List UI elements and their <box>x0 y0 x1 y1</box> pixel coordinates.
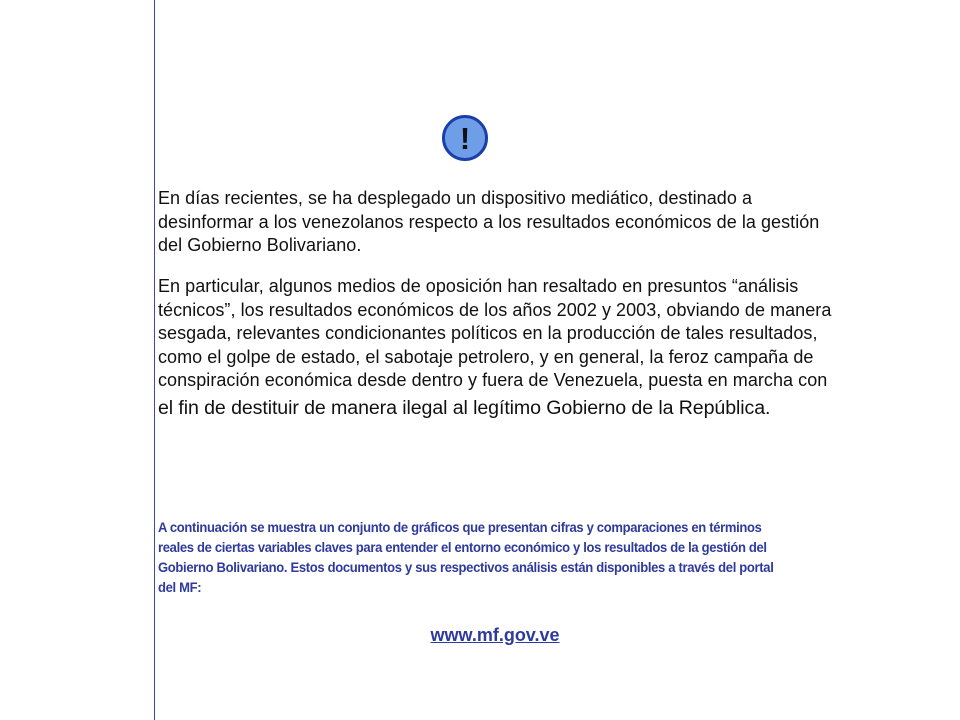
detail-paragraph <box>158 275 848 423</box>
exclamation-glyph: ! <box>459 121 471 156</box>
detail-paragraph-text: En particular, algunos medios de oposición han resaltado en presuntos “análisis técnicos”, los resultados económicos de los años 2002 y 2003, obviando de manera sesgada, relevantes condicionantes políticos en la producción de tales resultados, como el golpe de estado, el sabotaje petrolero, y en general, la feroz campaña de conspiración económica desde dentro y fuera de Venezuela, puesta en marcha con <box>158 276 832 391</box>
ministry-website-link[interactable]: www.mf.gov.ve <box>430 625 560 645</box>
left-vertical-rule <box>154 0 155 720</box>
detail-paragraph-last-line: el fin de destituir de manera ilegal al legítimo Gobierno de la República. <box>158 396 771 419</box>
exclamation-icon <box>440 114 490 164</box>
charts-note: A continuación se muestra un conjunto de gráficos que presentan cifras y comparaciones en términos reales de ciertas variables claves para entender el entorno económico y los resultados de la gestión del Gobierno Bolivariano. Estos documentos y sus respectivos análisis están disponibles a través del portal del MF: <box>158 519 774 595</box>
intro-paragraph: En días recientes, se ha desplegado un dispositivo mediático, destinado a desinformar a los venezolanos respecto a los resultados económicos de la gestión del Gobierno Bolivariano. <box>158 188 820 256</box>
